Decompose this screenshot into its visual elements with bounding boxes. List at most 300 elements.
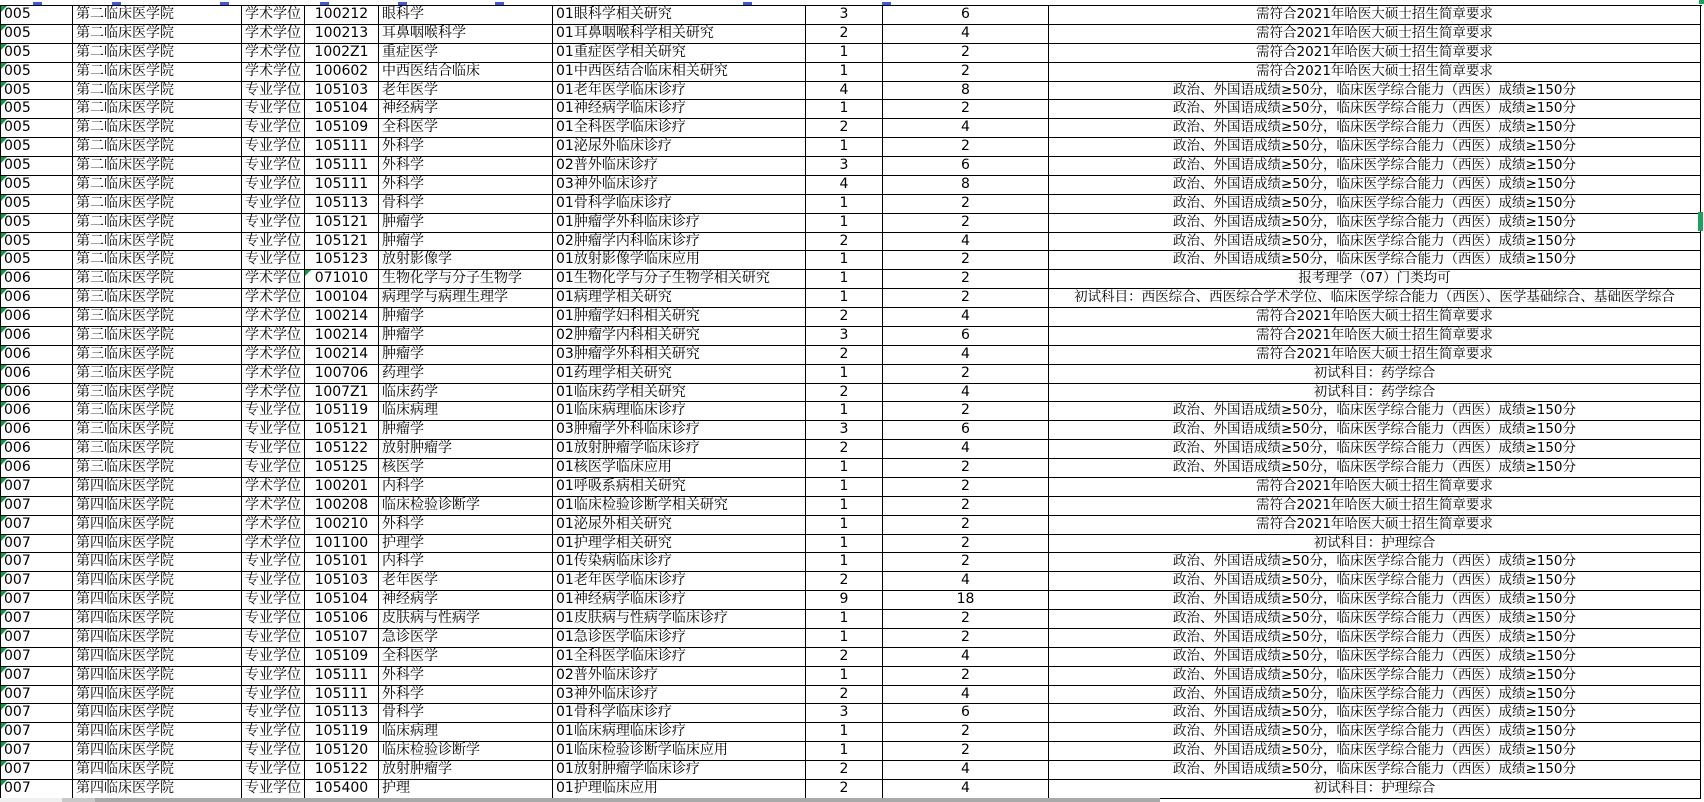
cell-direction[interactable]: 01神经病学临床诊疗	[553, 591, 806, 610]
cell-remark[interactable]: 政治、外国语成绩≥50分，临床医学综合能力（西医）成绩≥150分	[1049, 686, 1701, 705]
cell-quota-2[interactable]: 4	[883, 308, 1049, 327]
cell-remark[interactable]: 政治、外国语成绩≥50分，临床医学综合能力（西医）成绩≥150分	[1049, 629, 1701, 648]
cell-quota-2[interactable]: 2	[883, 667, 1049, 686]
cell-college[interactable]: 第二临床医学院	[73, 100, 242, 119]
cell-major-code[interactable]: 105111	[305, 157, 379, 176]
cell-degree-type[interactable]: 专业学位	[242, 686, 305, 705]
cell-college-code[interactable]: 005	[1, 195, 73, 214]
cell-college-code[interactable]: 007	[1, 704, 73, 723]
cell-quota-2[interactable]: 2	[883, 478, 1049, 497]
cell-major-code[interactable]: 105111	[305, 667, 379, 686]
cell-degree-type[interactable]: 专业学位	[242, 742, 305, 761]
cell-remark[interactable]: 政治、外国语成绩≥50分，临床医学综合能力（西医）成绩≥150分	[1049, 591, 1701, 610]
cell-quota[interactable]: 3	[806, 327, 883, 346]
cell-major[interactable]: 肿瘤学	[379, 327, 553, 346]
cell-college[interactable]: 第三临床医学院	[73, 327, 242, 346]
cell-college[interactable]: 第四临床医学院	[73, 478, 242, 497]
cell-quota[interactable]: 1	[806, 365, 883, 384]
cell-quota[interactable]: 3	[806, 704, 883, 723]
cell-major-code[interactable]: 100214	[305, 346, 379, 365]
cell-quota-2[interactable]: 6	[883, 327, 1049, 346]
cell-major[interactable]: 护理学	[379, 535, 553, 554]
cell-direction[interactable]: 01临床检验诊断学临床应用	[553, 742, 806, 761]
cell-major-code[interactable]: 105125	[305, 459, 379, 478]
cell-degree-type[interactable]: 专业学位	[242, 440, 305, 459]
cell-direction[interactable]: 03肿瘤学外科相关研究	[553, 346, 806, 365]
cell-college-code[interactable]: 007	[1, 742, 73, 761]
cell-quota[interactable]: 1	[806, 553, 883, 572]
cell-major-code[interactable]: 105107	[305, 629, 379, 648]
cell-major-code[interactable]: 105109	[305, 648, 379, 667]
cell-college[interactable]: 第四临床医学院	[73, 629, 242, 648]
cell-quota-2[interactable]: 2	[883, 100, 1049, 119]
cell-quota-2[interactable]: 2	[883, 459, 1049, 478]
cell-quota[interactable]: 1	[806, 459, 883, 478]
cell-remark[interactable]: 报考理学（07）门类均可	[1049, 270, 1701, 289]
cell-remark[interactable]: 需符合2021年哈医大硕士招生简章要求	[1049, 516, 1701, 535]
cell-college[interactable]: 第四临床医学院	[73, 610, 242, 629]
cell-college-code[interactable]: 005	[1, 176, 73, 195]
cell-quota[interactable]: 2	[806, 233, 883, 252]
cell-college-code[interactable]: 007	[1, 572, 73, 591]
cell-remark[interactable]: 政治、外国语成绩≥50分，临床医学综合能力（西医）成绩≥150分	[1049, 667, 1701, 686]
cell-college-code[interactable]: 006	[1, 459, 73, 478]
cell-quota-2[interactable]: 18	[883, 591, 1049, 610]
cell-degree-type[interactable]: 专业学位	[242, 214, 305, 233]
cell-major-code[interactable]: 105103	[305, 572, 379, 591]
cell-quota-2[interactable]: 2	[883, 63, 1049, 82]
cell-college-code[interactable]: 007	[1, 648, 73, 667]
cell-quota[interactable]: 2	[806, 572, 883, 591]
cell-major[interactable]: 生物化学与分子生物学	[379, 270, 553, 289]
cell-direction[interactable]: 01神经病学临床诊疗	[553, 100, 806, 119]
cell-quota[interactable]: 1	[806, 289, 883, 308]
cell-quota[interactable]: 2	[806, 119, 883, 138]
cell-major[interactable]: 外科学	[379, 667, 553, 686]
cell-college-code[interactable]: 006	[1, 365, 73, 384]
cell-major[interactable]: 神经病学	[379, 100, 553, 119]
cell-quota-2[interactable]: 4	[883, 440, 1049, 459]
cell-degree-type[interactable]: 专业学位	[242, 82, 305, 101]
cell-quota[interactable]: 1	[806, 195, 883, 214]
cell-direction[interactable]: 01临床病理临床诊疗	[553, 402, 806, 421]
cell-major[interactable]: 药理学	[379, 365, 553, 384]
cell-quota[interactable]: 1	[806, 742, 883, 761]
cell-direction[interactable]: 01骨科学临床诊疗	[553, 195, 806, 214]
cell-college-code[interactable]: 005	[1, 6, 73, 25]
cell-quota-2[interactable]: 2	[883, 195, 1049, 214]
cell-remark[interactable]: 需符合2021年哈医大硕士招生简章要求	[1049, 327, 1701, 346]
cell-major-code[interactable]: 105104	[305, 100, 379, 119]
cell-degree-type[interactable]: 学术学位	[242, 327, 305, 346]
cell-remark[interactable]: 政治、外国语成绩≥50分，临床医学综合能力（西医）成绩≥150分	[1049, 82, 1701, 101]
cell-major-code[interactable]: 105104	[305, 591, 379, 610]
cell-quota[interactable]: 1	[806, 138, 883, 157]
cell-degree-type[interactable]: 专业学位	[242, 251, 305, 270]
cell-quota-2[interactable]: 6	[883, 157, 1049, 176]
cell-college-code[interactable]: 006	[1, 327, 73, 346]
cell-major[interactable]: 肿瘤学	[379, 308, 553, 327]
cell-direction[interactable]: 02肿瘤学内科临床诊疗	[553, 233, 806, 252]
cell-quota-2[interactable]: 2	[883, 553, 1049, 572]
cell-remark[interactable]: 政治、外国语成绩≥50分，临床医学综合能力（西医）成绩≥150分	[1049, 402, 1701, 421]
cell-college-code[interactable]: 005	[1, 157, 73, 176]
cell-degree-type[interactable]: 专业学位	[242, 100, 305, 119]
cell-remark[interactable]: 政治、外国语成绩≥50分，临床医学综合能力（西医）成绩≥150分	[1049, 100, 1701, 119]
cell-major-code[interactable]: 105106	[305, 610, 379, 629]
cell-college[interactable]: 第三临床医学院	[73, 270, 242, 289]
cell-remark[interactable]: 初试科目：护理综合	[1049, 535, 1701, 554]
cell-degree-type[interactable]: 学术学位	[242, 516, 305, 535]
cell-quota[interactable]: 1	[806, 270, 883, 289]
cell-direction[interactable]: 01临床检验诊断学相关研究	[553, 497, 806, 516]
cell-college-code[interactable]: 007	[1, 591, 73, 610]
cell-major-code[interactable]: 100602	[305, 63, 379, 82]
cell-remark[interactable]: 政治、外国语成绩≥50分，临床医学综合能力（西医）成绩≥150分	[1049, 233, 1701, 252]
cell-college[interactable]: 第二临床医学院	[73, 25, 242, 44]
cell-quota[interactable]: 4	[806, 176, 883, 195]
cell-major-code[interactable]: 105121	[305, 421, 379, 440]
cell-major-code[interactable]: 105111	[305, 138, 379, 157]
cell-college-code[interactable]: 007	[1, 686, 73, 705]
cell-major[interactable]: 外科学	[379, 138, 553, 157]
cell-major-code[interactable]: 105120	[305, 742, 379, 761]
cell-quota-2[interactable]: 4	[883, 233, 1049, 252]
cell-quota[interactable]: 2	[806, 440, 883, 459]
cell-degree-type[interactable]: 专业学位	[242, 195, 305, 214]
cell-degree-type[interactable]: 学术学位	[242, 365, 305, 384]
cell-major[interactable]: 眼科学	[379, 6, 553, 25]
cell-remark[interactable]: 政治、外国语成绩≥50分，临床医学综合能力（西医）成绩≥150分	[1049, 553, 1701, 572]
cell-major[interactable]: 内科学	[379, 553, 553, 572]
cell-quota[interactable]: 1	[806, 478, 883, 497]
cell-college-code[interactable]: 005	[1, 214, 73, 233]
cell-degree-type[interactable]: 专业学位	[242, 176, 305, 195]
cell-college[interactable]: 第四临床医学院	[73, 553, 242, 572]
cell-college[interactable]: 第二临床医学院	[73, 119, 242, 138]
cell-college[interactable]: 第四临床医学院	[73, 761, 242, 780]
cell-degree-type[interactable]: 学术学位	[242, 535, 305, 554]
cell-quota-2[interactable]: 4	[883, 780, 1049, 799]
cell-direction[interactable]: 01眼科学相关研究	[553, 6, 806, 25]
cell-college[interactable]: 第二临床医学院	[73, 233, 242, 252]
cell-direction[interactable]: 01中西医结合临床相关研究	[553, 63, 806, 82]
cell-major-code[interactable]: 100201	[305, 478, 379, 497]
cell-degree-type[interactable]: 学术学位	[242, 478, 305, 497]
cell-direction[interactable]: 01重症医学相关研究	[553, 44, 806, 63]
cell-major-code[interactable]: 105119	[305, 402, 379, 421]
cell-degree-type[interactable]: 专业学位	[242, 610, 305, 629]
cell-remark[interactable]: 初试科目：护理综合	[1049, 780, 1701, 799]
cell-college[interactable]: 第四临床医学院	[73, 704, 242, 723]
cell-major-code[interactable]: 105122	[305, 761, 379, 780]
cell-major-code[interactable]: 105119	[305, 723, 379, 742]
cell-college-code[interactable]: 007	[1, 780, 73, 799]
cell-major[interactable]: 皮肤病与性病学	[379, 610, 553, 629]
cell-college-code[interactable]: 007	[1, 535, 73, 554]
cell-quota[interactable]: 9	[806, 591, 883, 610]
cell-quota-2[interactable]: 2	[883, 251, 1049, 270]
cell-remark[interactable]: 政治、外国语成绩≥50分，临床医学综合能力（西医）成绩≥150分	[1049, 138, 1701, 157]
cell-direction[interactable]: 01骨科学临床诊疗	[553, 704, 806, 723]
cell-quota[interactable]: 1	[806, 100, 883, 119]
cell-quota-2[interactable]: 2	[883, 497, 1049, 516]
cell-major-code[interactable]: 105123	[305, 251, 379, 270]
cell-direction[interactable]: 01生物化学与分子生物学相关研究	[553, 270, 806, 289]
cell-direction[interactable]: 01护理学相关研究	[553, 535, 806, 554]
cell-remark[interactable]: 政治、外国语成绩≥50分，临床医学综合能力（西医）成绩≥150分	[1049, 440, 1701, 459]
cell-major[interactable]: 临床药学	[379, 384, 553, 403]
cell-quota-2[interactable]: 4	[883, 384, 1049, 403]
cell-quota[interactable]: 3	[806, 157, 883, 176]
cell-direction[interactable]: 02肿瘤学内科相关研究	[553, 327, 806, 346]
cell-major-code[interactable]: 101100	[305, 535, 379, 554]
cell-college[interactable]: 第二临床医学院	[73, 157, 242, 176]
cell-major-code[interactable]: 1002Z1	[305, 44, 379, 63]
cell-quota-2[interactable]: 8	[883, 82, 1049, 101]
cell-college[interactable]: 第三临床医学院	[73, 346, 242, 365]
cell-major[interactable]: 肿瘤学	[379, 346, 553, 365]
cell-major[interactable]: 放射影像学	[379, 251, 553, 270]
cell-quota[interactable]: 4	[806, 82, 883, 101]
cell-degree-type[interactable]: 学术学位	[242, 308, 305, 327]
cell-college[interactable]: 第三临床医学院	[73, 421, 242, 440]
cell-college[interactable]: 第二临床医学院	[73, 176, 242, 195]
cell-major[interactable]: 放射肿瘤学	[379, 761, 553, 780]
cell-quota[interactable]: 1	[806, 610, 883, 629]
cell-college-code[interactable]: 006	[1, 346, 73, 365]
cell-quota-2[interactable]: 4	[883, 25, 1049, 44]
cell-major[interactable]: 外科学	[379, 157, 553, 176]
cell-quota-2[interactable]: 2	[883, 270, 1049, 289]
cell-remark[interactable]: 政治、外国语成绩≥50分，临床医学综合能力（西医）成绩≥150分	[1049, 648, 1701, 667]
cell-major-code[interactable]: 105113	[305, 704, 379, 723]
cell-quota[interactable]: 1	[806, 214, 883, 233]
cell-major[interactable]: 骨科学	[379, 704, 553, 723]
cell-direction[interactable]: 01急诊医学临床诊疗	[553, 629, 806, 648]
cell-degree-type[interactable]: 专业学位	[242, 723, 305, 742]
cell-degree-type[interactable]: 专业学位	[242, 553, 305, 572]
cell-college-code[interactable]: 006	[1, 384, 73, 403]
cell-degree-type[interactable]: 学术学位	[242, 384, 305, 403]
cell-major[interactable]: 急诊医学	[379, 629, 553, 648]
cell-major-code[interactable]: 100213	[305, 25, 379, 44]
cell-college-code[interactable]: 006	[1, 421, 73, 440]
cell-remark[interactable]: 需符合2021年哈医大硕士招生简章要求	[1049, 25, 1701, 44]
cell-remark[interactable]: 政治、外国语成绩≥50分，临床医学综合能力（西医）成绩≥150分	[1049, 195, 1701, 214]
cell-major-code[interactable]: 100210	[305, 516, 379, 535]
cell-major-code[interactable]: 105400	[305, 780, 379, 799]
cell-remark[interactable]: 政治、外国语成绩≥50分，临床医学综合能力（西医）成绩≥150分	[1049, 742, 1701, 761]
cell-degree-type[interactable]: 专业学位	[242, 780, 305, 799]
cell-college-code[interactable]: 007	[1, 478, 73, 497]
cell-remark[interactable]: 政治、外国语成绩≥50分，临床医学综合能力（西医）成绩≥150分	[1049, 704, 1701, 723]
cell-remark[interactable]: 初试科目：药学综合	[1049, 365, 1701, 384]
cell-remark[interactable]: 政治、外国语成绩≥50分，临床医学综合能力（西医）成绩≥150分	[1049, 572, 1701, 591]
cell-quota-2[interactable]: 2	[883, 138, 1049, 157]
cell-college-code[interactable]: 007	[1, 761, 73, 780]
cell-college-code[interactable]: 007	[1, 723, 73, 742]
cell-college-code[interactable]: 005	[1, 251, 73, 270]
cell-major[interactable]: 临床病理	[379, 402, 553, 421]
cell-quota-2[interactable]: 4	[883, 686, 1049, 705]
cell-major[interactable]: 肿瘤学	[379, 214, 553, 233]
cell-degree-type[interactable]: 专业学位	[242, 667, 305, 686]
cell-direction[interactable]: 01临床药学相关研究	[553, 384, 806, 403]
cell-direction[interactable]: 01病理学相关研究	[553, 289, 806, 308]
cell-remark[interactable]: 需符合2021年哈医大硕士招生简章要求	[1049, 44, 1701, 63]
cell-degree-type[interactable]: 学术学位	[242, 25, 305, 44]
cell-direction[interactable]: 02普外临床诊疗	[553, 157, 806, 176]
cell-college[interactable]: 第四临床医学院	[73, 723, 242, 742]
cell-major[interactable]: 放射肿瘤学	[379, 440, 553, 459]
cell-major[interactable]: 重症医学	[379, 44, 553, 63]
cell-direction[interactable]: 01皮肤病与性病学临床诊疗	[553, 610, 806, 629]
cell-remark[interactable]: 政治、外国语成绩≥50分，临床医学综合能力（西医）成绩≥150分	[1049, 251, 1701, 270]
cell-college-code[interactable]: 005	[1, 25, 73, 44]
cell-college-code[interactable]: 005	[1, 233, 73, 252]
cell-direction[interactable]: 01全科医学临床诊疗	[553, 648, 806, 667]
cell-quota-2[interactable]: 4	[883, 572, 1049, 591]
cell-college[interactable]: 第二临床医学院	[73, 138, 242, 157]
cell-quota[interactable]: 2	[806, 761, 883, 780]
cell-quota-2[interactable]: 4	[883, 346, 1049, 365]
cell-college-code[interactable]: 007	[1, 516, 73, 535]
cell-quota-2[interactable]: 6	[883, 6, 1049, 25]
cell-remark[interactable]: 政治、外国语成绩≥50分，临床医学综合能力（西医）成绩≥150分	[1049, 421, 1701, 440]
cell-major-code[interactable]: 100214	[305, 308, 379, 327]
cell-direction[interactable]: 03肿瘤学外科临床诊疗	[553, 421, 806, 440]
cell-remark[interactable]: 政治、外国语成绩≥50分，临床医学综合能力（西医）成绩≥150分	[1049, 214, 1701, 233]
cell-direction[interactable]: 01核医学临床应用	[553, 459, 806, 478]
cell-quota[interactable]: 2	[806, 25, 883, 44]
cell-quota[interactable]: 1	[806, 516, 883, 535]
cell-college[interactable]: 第四临床医学院	[73, 572, 242, 591]
cell-quota[interactable]: 1	[806, 629, 883, 648]
cell-degree-type[interactable]: 学术学位	[242, 346, 305, 365]
cell-quota[interactable]: 2	[806, 686, 883, 705]
cell-college[interactable]: 第三临床医学院	[73, 440, 242, 459]
cell-college-code[interactable]: 006	[1, 270, 73, 289]
cell-quota-2[interactable]: 4	[883, 119, 1049, 138]
cell-major[interactable]: 骨科学	[379, 195, 553, 214]
cell-major-code[interactable]: 100104	[305, 289, 379, 308]
cell-direction[interactable]: 01放射影像学临床应用	[553, 251, 806, 270]
cell-college-code[interactable]: 006	[1, 308, 73, 327]
cell-major[interactable]: 肿瘤学	[379, 421, 553, 440]
cell-major[interactable]: 临床检验诊断学	[379, 742, 553, 761]
cell-remark[interactable]: 需符合2021年哈医大硕士招生简章要求	[1049, 6, 1701, 25]
cell-major-code[interactable]: 1007Z1	[305, 384, 379, 403]
cell-direction[interactable]: 01护理临床应用	[553, 780, 806, 799]
cell-direction[interactable]: 01呼吸系病相关研究	[553, 478, 806, 497]
cell-direction[interactable]: 01全科医学临床诊疗	[553, 119, 806, 138]
cell-college[interactable]: 第四临床医学院	[73, 648, 242, 667]
cell-college-code[interactable]: 006	[1, 402, 73, 421]
cell-major[interactable]: 中西医结合临床	[379, 63, 553, 82]
cell-college[interactable]: 第三临床医学院	[73, 402, 242, 421]
cell-college[interactable]: 第二临床医学院	[73, 44, 242, 63]
cell-college-code[interactable]: 005	[1, 119, 73, 138]
cell-college[interactable]: 第三临床医学院	[73, 384, 242, 403]
horizontal-scrollbar-edge[interactable]	[95, 798, 1160, 802]
cell-direction[interactable]: 01放射肿瘤学临床诊疗	[553, 761, 806, 780]
cell-major[interactable]: 病理学与病理生理学	[379, 289, 553, 308]
cell-major[interactable]: 护理	[379, 780, 553, 799]
cell-major-code[interactable]: 105122	[305, 440, 379, 459]
cell-degree-type[interactable]: 专业学位	[242, 648, 305, 667]
cell-major-code[interactable]: 100706	[305, 365, 379, 384]
cell-major[interactable]: 老年医学	[379, 572, 553, 591]
cell-remark[interactable]: 政治、外国语成绩≥50分，临床医学综合能力（西医）成绩≥150分	[1049, 459, 1701, 478]
cell-college-code[interactable]: 007	[1, 629, 73, 648]
cell-quota-2[interactable]: 6	[883, 704, 1049, 723]
cell-degree-type[interactable]: 专业学位	[242, 138, 305, 157]
cell-degree-type[interactable]: 学术学位	[242, 270, 305, 289]
cell-degree-type[interactable]: 专业学位	[242, 402, 305, 421]
cell-major-code[interactable]: 105103	[305, 82, 379, 101]
cell-college[interactable]: 第三临床医学院	[73, 289, 242, 308]
cell-remark[interactable]: 需符合2021年哈医大硕士招生简章要求	[1049, 478, 1701, 497]
cell-quota[interactable]: 1	[806, 402, 883, 421]
cell-quota-2[interactable]: 4	[883, 648, 1049, 667]
cell-college[interactable]: 第二临床医学院	[73, 82, 242, 101]
cell-college[interactable]: 第二临床医学院	[73, 63, 242, 82]
cell-degree-type[interactable]: 专业学位	[242, 233, 305, 252]
cell-degree-type[interactable]: 专业学位	[242, 761, 305, 780]
cell-remark[interactable]: 需符合2021年哈医大硕士招生简章要求	[1049, 346, 1701, 365]
cell-college[interactable]: 第二临床医学院	[73, 6, 242, 25]
cell-major-code[interactable]: 105121	[305, 214, 379, 233]
cell-direction[interactable]: 01传染病临床诊疗	[553, 553, 806, 572]
cell-college-code[interactable]: 005	[1, 82, 73, 101]
cell-major-code[interactable]: 071010	[305, 270, 379, 289]
cell-direction[interactable]: 01泌尿外相关研究	[553, 516, 806, 535]
cell-major-code[interactable]: 100212	[305, 6, 379, 25]
cell-direction[interactable]: 01肿瘤学外科临床诊疗	[553, 214, 806, 233]
cell-major[interactable]: 肿瘤学	[379, 233, 553, 252]
cell-remark[interactable]: 政治、外国语成绩≥50分，临床医学综合能力（西医）成绩≥150分	[1049, 723, 1701, 742]
cell-remark[interactable]: 政治、外国语成绩≥50分，临床医学综合能力（西医）成绩≥150分	[1049, 761, 1701, 780]
cell-major[interactable]: 全科医学	[379, 119, 553, 138]
cell-quota-2[interactable]: 2	[883, 402, 1049, 421]
cell-college-code[interactable]: 005	[1, 63, 73, 82]
cell-direction[interactable]: 01老年医学临床诊疗	[553, 82, 806, 101]
cell-degree-type[interactable]: 学术学位	[242, 6, 305, 25]
cell-major-code[interactable]: 105111	[305, 686, 379, 705]
cell-quota[interactable]: 1	[806, 667, 883, 686]
cell-quota-2[interactable]: 2	[883, 610, 1049, 629]
cell-major[interactable]: 外科学	[379, 686, 553, 705]
cell-direction[interactable]: 01泌尿外临床诊疗	[553, 138, 806, 157]
cell-quota-2[interactable]: 2	[883, 44, 1049, 63]
cell-major[interactable]: 全科医学	[379, 648, 553, 667]
cell-degree-type[interactable]: 专业学位	[242, 119, 305, 138]
cell-degree-type[interactable]: 学术学位	[242, 497, 305, 516]
cell-major-code[interactable]: 105109	[305, 119, 379, 138]
cell-quota[interactable]: 2	[806, 648, 883, 667]
cell-quota-2[interactable]: 2	[883, 516, 1049, 535]
cell-college[interactable]: 第三临床医学院	[73, 459, 242, 478]
cell-college-code[interactable]: 006	[1, 440, 73, 459]
cell-major-code[interactable]: 100214	[305, 327, 379, 346]
cell-quota[interactable]: 1	[806, 497, 883, 516]
cell-quota-2[interactable]: 2	[883, 742, 1049, 761]
cell-quota[interactable]: 1	[806, 535, 883, 554]
cell-remark[interactable]: 需符合2021年哈医大硕士招生简章要求	[1049, 308, 1701, 327]
cell-remark[interactable]: 政治、外国语成绩≥50分，临床医学综合能力（西医）成绩≥150分	[1049, 119, 1701, 138]
cell-major[interactable]: 神经病学	[379, 591, 553, 610]
